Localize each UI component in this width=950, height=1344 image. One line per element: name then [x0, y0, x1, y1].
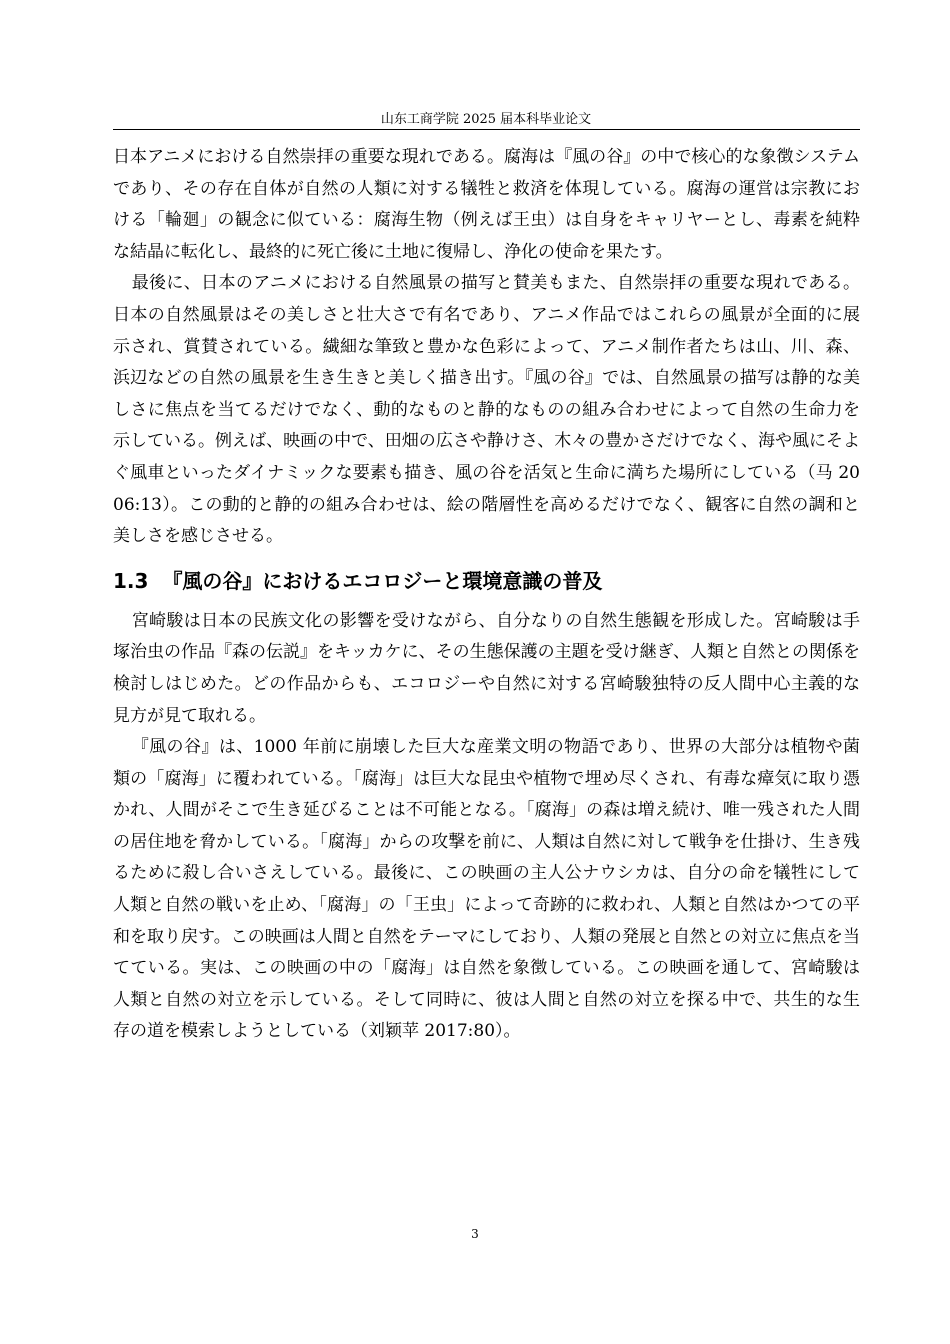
- paragraph: 最後に、日本のアニメにおける自然風景の描写と賛美もまた、自然崇拝の重要な現れである。日本の自然風景はその美しさと壮大さで有名であり、アニメ作品ではこれらの風景が全面的に展示され、賞賛されている。繊細な筆致と豊かな色彩によって、アニメ制作者たちは山、川、森、浜辺などの自然の風景を生き生きと美しく描き出す。『風の谷』では、自然風景の描写は静的な美しさに焦点を当てるだけでなく、動的なものと静的なものの組み合わせによって自然の生命力を示している。例えば、映画の中で、田畑の広さや静けさ、木々の豊かさだけでなく、海や風にそよぐ風車といったダイナミックな要素も描き、風の谷を活気と生命に満ちた場所にしている（马 2006:13）。この動的と静的の組み合わせは、絵の階層性を高めるだけでなく、観客に自然の調和と美しさを感じさせる。: [113, 273, 860, 547]
- section-number: 1.3: [113, 568, 149, 593]
- page-body: [113, 142, 860, 1048]
- running-header: 山东工商学院 2025 届本科毕业论文: [380, 112, 592, 127]
- header-divider: [113, 129, 860, 130]
- section-title: 『風の谷』におけるエコロジーと環境意識の普及: [162, 568, 603, 593]
- paragraph: 宮崎駿は日本の民族文化の影響を受けながら、自分なりの自然生態観を形成した。宮崎駿は手塚治虫の作品『森の伝説』をキッカケに、その生態保護の主題を受け継ぎ、人類と自然との関係を検討しはじめた。どの作品からも、エコロジーや自然に対する宮崎駿独特の反人間中心主義的な見方が見て取れる。: [113, 610, 860, 726]
- paragraph-continued: 日本アニメにおける自然崇拝の重要な現れである。腐海は『風の谷』の中で核心的な象徴システムであり、その存在自体が自然の人類に対する犠牲と救済を体現している。腐海の運営は宗教における「輪廻」の観念に似ている：腐海生物（例えば王虫）は自身をキャリヤーとし、毒素を純粋な結晶に転化し、最終的に死亡後に土地に復帰し、浄化の使命を果たす。: [113, 147, 860, 262]
- paragraph: 『風の谷』は、1000 年前に崩壊した巨大な産業文明の物語であり、世界の大部分は植物や菌類の「腐海」に覆われている。「腐海」は巨大な昆虫や植物で埋め尽くされ、有毒な瘴気に取り憑かれ、人間がそこで生き延びることは不可能となる。「腐海」の森は増え続け、唯一残された人間の居住地を脅かしている。「腐海」からの攻撃を前に、人類は自然に対して戦争を仕掛け、生き残るために殺し合いさえしている。最後に、この映画の主人公ナウシカは、自分の命を犠牲にして人類と自然の戦いを止め、「腐海」の「王虫」によって奇跡的に救われ、人類と自然はかつての平和を取り戻す。この映画は人間と自然をテーマにしており、人類の発展と自然との対立に焦点を当てている。実は、この映画の中の「腐海」は自然を象徴している。この映画を通して、宮崎駿は人類と自然の対立を示している。そして同時に、彼は人間と自然の対立を探る中で、共生的な生存の道を模索しようとしている（刘颖苹 2017:80）。: [113, 737, 860, 1042]
- page-number: 3: [471, 1227, 479, 1241]
- section-heading: [113, 567, 860, 595]
